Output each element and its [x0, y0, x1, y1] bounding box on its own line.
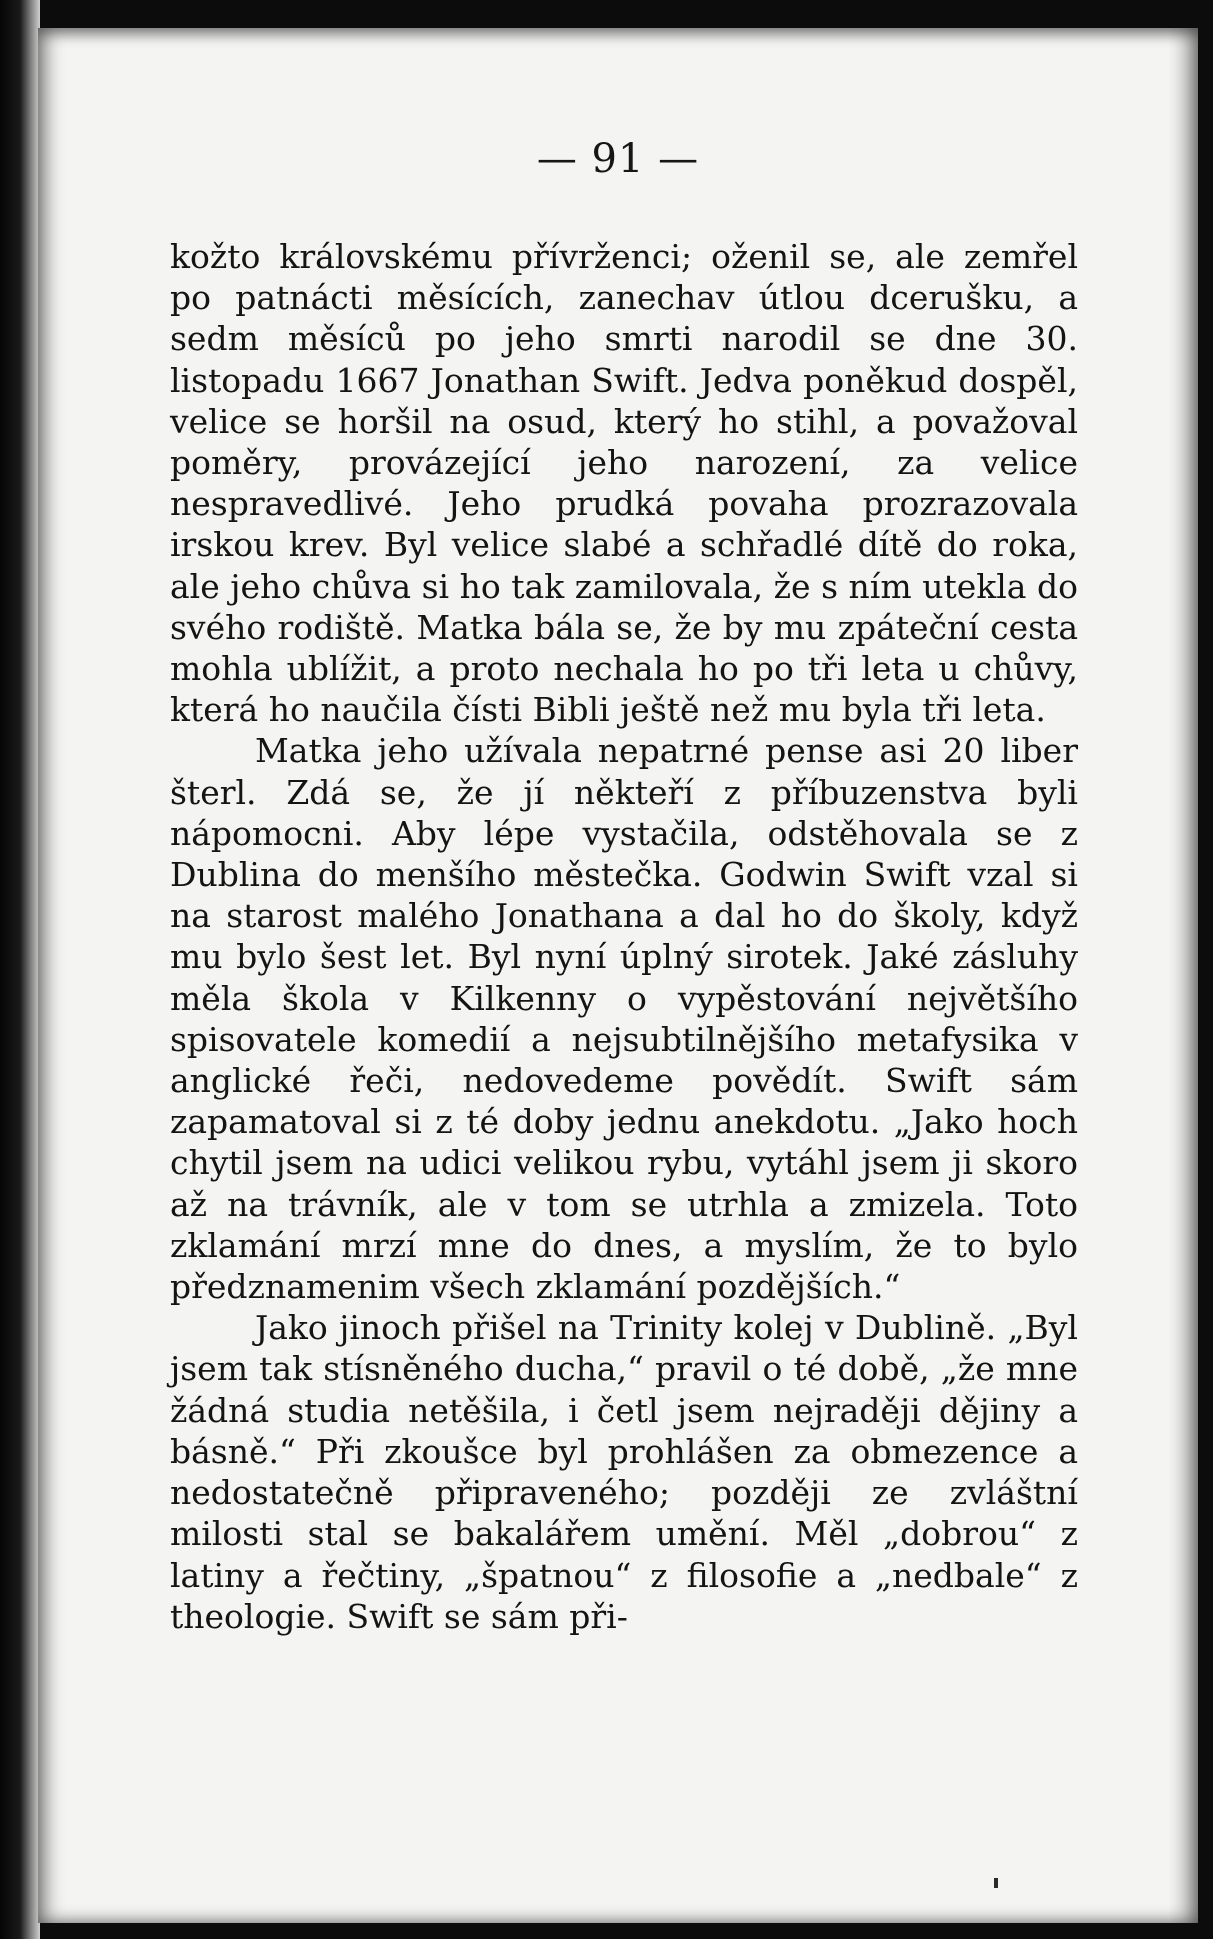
page-edge-shadow [1168, 28, 1198, 1923]
page-number: — 91 — [536, 136, 700, 182]
paragraph-3: Jako jinoch přišel na Trinity kolej v Dublině. „Byl jsem tak stísněného ducha,“ pravil o té době, „že mne žádná studia netěšila, i četl jsem nejraději dějiny a básně.“ Při zkoušce byl prohlášen za obmezence a nedostatečně připraveného; později ze zvláštní milosti stal se bakalářem umění. Měl „dobrou“ z latiny a řečtiny, „špatnou“ z filosofie a „nedbale“ z theologie. Swift se sám při- [170, 1308, 1078, 1636]
book-spine-shadow [0, 0, 40, 1939]
ink-speck [994, 1878, 998, 1888]
paragraph-1: kožto královskému přívrženci; oženil se, ale zemřel po patnácti měsících, zanechav útlou dcerušku, a sedm měsíců po jeho smrti narodil se dne 30. listopadu 1667 Jonathan Swift. Jedva poněkud dospěl, velice se horšil na osud, který ho stihl, a považoval poměry, provázející jeho narození, za velice nespravedlivé. Jeho prudká povaha prozrazovala irskou krev. Byl velice slabé a schřadlé dítě do roka, ale jeho chůva si ho tak zamilovala, že s ním utekla do svého rodiště. Matka bála se, že by mu zpáteční cesta mohla ublížit, a proto nechala ho po tři leta u chůvy, která ho naučila čísti Bibli ještě než mu byla tři leta. [170, 237, 1078, 730]
paragraph-2: Matka jeho užívala nepatrné pense asi 20 liber šterl. Zdá se, že jí někteří z příbuzenstva byli nápomocni. Aby lépe vystačila, odstěhovala se z Dublina do menšího městečka. Godwin Swift vzal si na starost malého Jonathana a dal ho do školy, když mu bylo šest let. Byl nyní úplný sirotek. Jaké zásluhy měla škola v Kilkenny o vypěstování největšího spisovatele komedií a nejsubtilnějšího metafysika v anglické řeči, nedovedeme povědít. Swift sám zapamatoval si z té doby jednu anekdotu. „Jako hoch chytil jsem na udici velikou rybu, vytáhl jsem ji skoro až na trávník, ale v tom se utrhla a zmizela. Toto zklamání mrzí mne do dnes, a myslím, že to bylo předznamenim všech zklamání pozdějších.“ [170, 731, 1078, 1307]
book-page [38, 28, 1198, 1923]
body-text [170, 236, 1078, 1637]
